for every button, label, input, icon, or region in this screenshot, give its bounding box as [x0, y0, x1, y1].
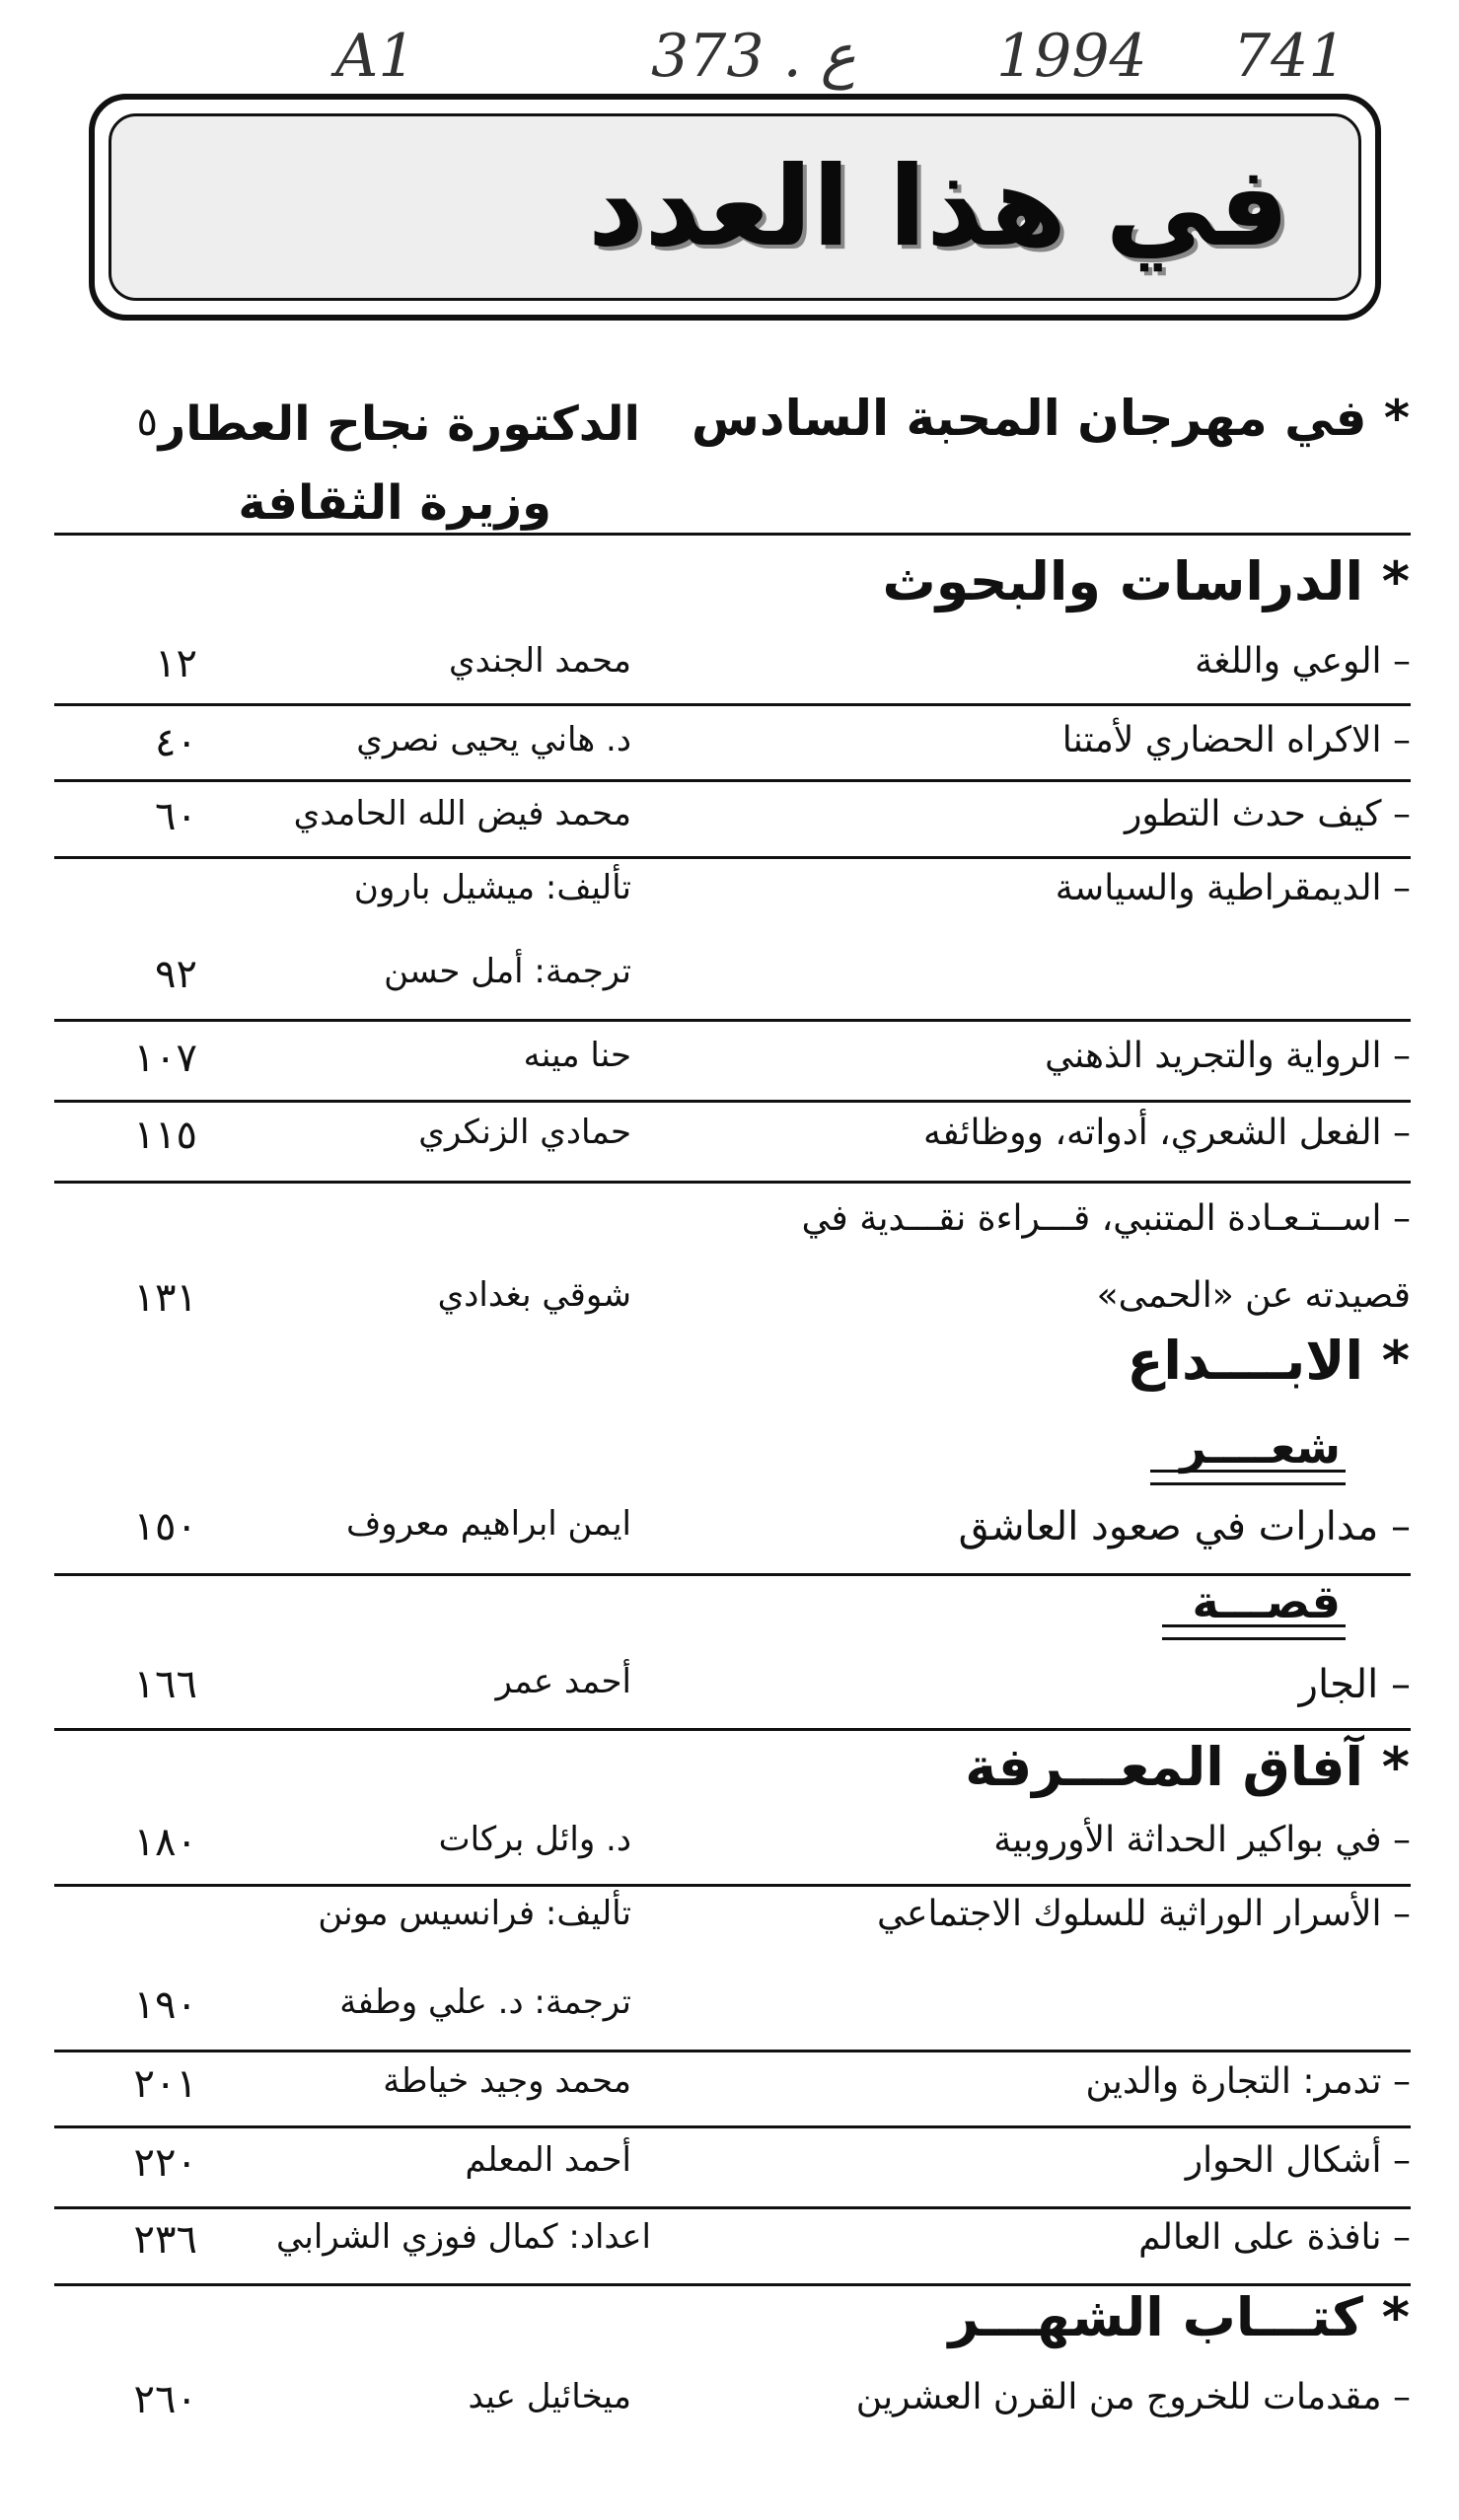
toc-author: ميخائيل عيد: [468, 2377, 631, 2416]
toc-author: محمد فيض الله الحامدي: [293, 794, 631, 833]
toc-author: أحمد عمر: [495, 1662, 631, 1701]
toc-title-cont: قصيدته عن «الحمى»: [1096, 1275, 1411, 1316]
subsection-story-heading: قصـــة: [1192, 1575, 1341, 1628]
section-studies-heading: * الدراسات والبحوث: [882, 550, 1410, 612]
toc-row[interactable]: [59, 794, 1411, 853]
divider: [54, 856, 1411, 859]
toc-author: اعداد: كمال فوزي الشرابي: [276, 2217, 651, 2257]
toc-author: تأليف: ميشيل بارون: [353, 868, 631, 907]
toc-title: – في بواكير الحداثة الأوروبية: [993, 1820, 1411, 1860]
divider: [54, 2050, 1411, 2052]
divider: [54, 1181, 1411, 1184]
divider: [54, 1019, 1411, 1022]
toc-page: ٢٢٠: [133, 2140, 197, 2186]
toc-title: – الرواية والتجريد الذهني: [1045, 1036, 1411, 1076]
toc-title: – الفعل الشعري، أدواته، ووظائفه: [923, 1113, 1411, 1153]
toc-row[interactable]: [59, 1036, 1411, 1095]
toc-author: محمد وجيد خياطة: [383, 2061, 631, 2101]
toc-title: – الديمقراطية والسياسة: [1055, 868, 1411, 908]
toc-page: ١٥٠: [133, 1504, 197, 1549]
toc-row[interactable]: [59, 2377, 1411, 2436]
toc-title: – مقدمات للخروج من القرن العشرين: [855, 2377, 1411, 2417]
divider: [54, 2125, 1411, 2128]
toc-page: ١٢: [155, 641, 197, 686]
toc-translator: ترجمة: د. علي وطفة: [339, 1982, 631, 2022]
toc-page: ١٠٧: [133, 1036, 197, 1081]
intro-author-role: وزيرة الثقافة: [238, 475, 551, 531]
toc-title: – الاكراه الحضاري لأمتنا: [1061, 720, 1411, 760]
catalog-part: 1994: [996, 22, 1147, 91]
toc-author: حنا مينه: [523, 1036, 631, 1075]
intro-author: [159, 385, 640, 542]
toc-author: د. وائل بركات: [438, 1820, 631, 1859]
toc-title: – مدارات في صعود العاشق: [958, 1504, 1411, 1549]
intro-page: ٥: [136, 399, 158, 445]
section-horizons-heading: * آفاق المعـــرفة: [965, 1736, 1410, 1798]
divider: [54, 2206, 1411, 2209]
toc-row[interactable]: [59, 1198, 1411, 1336]
toc-row[interactable]: [59, 1662, 1411, 1721]
toc-row[interactable]: [59, 641, 1411, 700]
toc-page: ٢٠١: [133, 2061, 197, 2107]
toc-row[interactable]: [59, 1894, 1411, 2052]
toc-page: ١٨٠: [133, 1820, 197, 1865]
toc-page: ٤٠: [155, 720, 197, 765]
toc-page: ٩٢: [155, 952, 197, 997]
toc-translator: ترجمة: أمل حسن: [384, 952, 631, 991]
section-book-heading: * كتـــاب الشهـــر: [948, 2286, 1410, 2348]
section-creativity-heading: * الابــــداع: [1127, 1330, 1410, 1392]
issue-title-box: [89, 94, 1381, 321]
toc-page: ٢٣٦: [133, 2217, 197, 2263]
catalog-part: 373 . ع: [651, 22, 856, 91]
toc-row[interactable]: [59, 720, 1411, 779]
divider: [54, 779, 1411, 782]
toc-row[interactable]: [59, 868, 1411, 1026]
toc-row[interactable]: [59, 2217, 1411, 2276]
divider: [54, 1100, 1411, 1103]
divider: [54, 1884, 1411, 1887]
toc-page: ٢٦٠: [133, 2377, 197, 2422]
toc-title: – الجار: [1298, 1662, 1411, 1707]
toc-page: ١٣١: [133, 1275, 197, 1321]
toc-title: – الأسرار الوراثية للسلوك الاجتماعي: [877, 1894, 1411, 1934]
toc-title: – اســتـعـادة المتنبي، قـــراءة نقـــدية في: [801, 1198, 1411, 1239]
toc-row[interactable]: [59, 1113, 1411, 1172]
toc-page: ١٩٠: [133, 1982, 197, 2028]
toc-row[interactable]: [59, 1504, 1411, 1563]
toc-author: تأليف: فرانسيس مونن: [318, 1894, 631, 1933]
divider: [54, 533, 1411, 536]
toc-page: ١٦٦: [133, 1662, 197, 1707]
toc-title: – كيف حدث التطور: [1125, 794, 1411, 834]
toc-author: شوقي بغدادي: [437, 1275, 631, 1315]
catalog-part: A1: [335, 22, 416, 91]
toc-author: ايمن ابراهيم معروف: [345, 1504, 631, 1544]
toc-page: ٦٠: [155, 794, 197, 839]
toc-row[interactable]: [59, 2140, 1411, 2199]
toc-page: ١١٥: [133, 1113, 197, 1158]
toc-title: – نافذة على العالم: [1138, 2217, 1411, 2258]
toc-author: حمادي الزنكري: [418, 1113, 631, 1152]
issue-title: في هذا العدد: [587, 143, 1289, 271]
intro-title: * في مهرجان المحبة السادس: [691, 390, 1410, 447]
divider: [54, 703, 1411, 706]
intro-author-name: الدكتورة نجاح العطار: [158, 396, 640, 452]
toc-author: د. هاني يحيى نصري: [356, 720, 631, 759]
toc-row[interactable]: [59, 1820, 1411, 1879]
toc-row[interactable]: [59, 2061, 1411, 2121]
divider: [54, 1728, 1411, 1731]
toc-title: – أشكال الحوار: [1185, 2140, 1411, 2181]
toc-author: أحمد المعلم: [465, 2140, 631, 2180]
catalog-part: 741: [1233, 22, 1347, 91]
toc-author: محمد الجندي: [449, 641, 631, 681]
subsection-poetry-heading: شعــــر: [1180, 1420, 1341, 1474]
toc-title: – تدمر: التجارة والدين: [1085, 2061, 1411, 2102]
toc-title: – الوعي واللغة: [1195, 641, 1411, 682]
